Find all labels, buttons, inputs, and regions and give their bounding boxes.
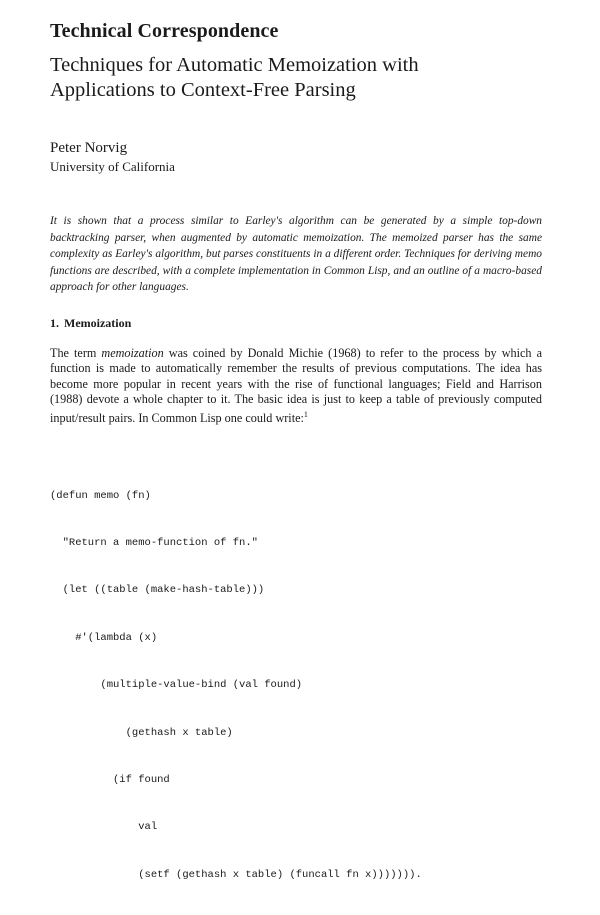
code-line: (defun memo (fn) xyxy=(50,489,151,502)
section-label: Technical Correspondence xyxy=(50,20,279,42)
code-line: "Return a memo-function of fn." xyxy=(50,536,258,549)
section-title: Memoization xyxy=(64,316,132,330)
code-line: (multiple-value-bind (val found) xyxy=(50,679,303,692)
code-block xyxy=(50,457,422,915)
paper-title xyxy=(50,53,570,103)
body-term: memoization xyxy=(101,346,164,360)
code-line: (gethash x table) xyxy=(50,726,233,739)
code-line: (setf (gethash x table) (funcall fn x))))))). xyxy=(50,868,422,881)
footnote-mark: 1 xyxy=(303,410,308,420)
code-line: val xyxy=(50,821,158,834)
body-text-start: The term xyxy=(50,346,102,360)
code-line: (let ((table (make-hash-table))) xyxy=(50,584,265,597)
body-text-rest: was coined by Donald Michie (1968) to refer to the process by which a function is made to automatically remember the results of previous computations. The idea has become more popular in recent years with the rise of functional languages; Field and Harrison (1988) devote a whole chapter to it. The basic idea is just to keep a table of previously computed input/result pairs. In Common Lisp one could write: xyxy=(50,346,542,426)
author-affiliation: University of California xyxy=(50,159,175,174)
author-name: Peter Norvig xyxy=(50,140,128,156)
code-line: #'(lambda (x) xyxy=(50,631,158,644)
abstract: It is shown that a process similar to Earley's algorithm can be generated by a simple top-down backtracking parser, when augmented by automatic memoization. The memoized parser has the same complexity as Earley's algorithm, but parses constituents in a different order. Techniques for deriving memo functions are described, with a complete implementation in Common Lisp, and an outline of a macro-based approach for other languages. xyxy=(50,215,542,293)
section-heading xyxy=(50,316,131,331)
title-line-2: Applications to Context-Free Parsing xyxy=(50,79,356,101)
title-line-1: Techniques for Automatic Memoization with xyxy=(50,54,419,76)
code-line: (if found xyxy=(50,773,170,786)
section-number: 1. xyxy=(50,316,59,330)
body-paragraph xyxy=(50,346,542,427)
